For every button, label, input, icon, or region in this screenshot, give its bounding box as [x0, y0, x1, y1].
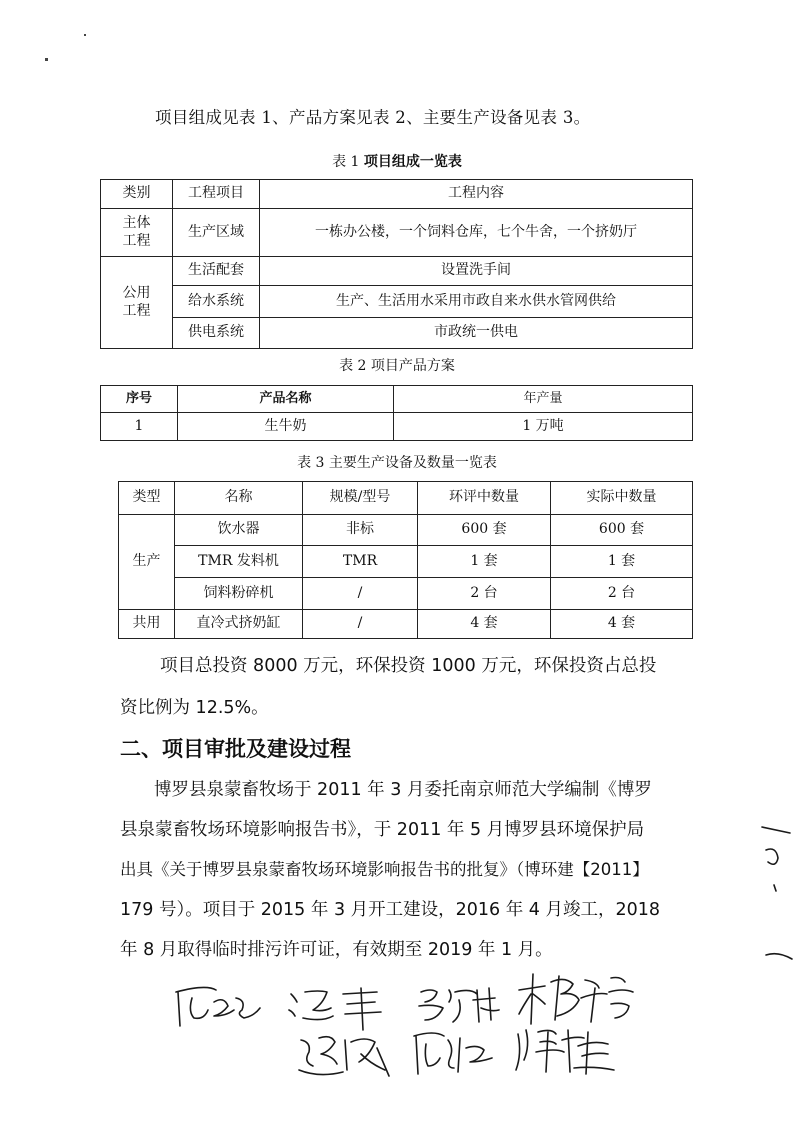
table3-cell-model: /	[303, 578, 418, 610]
table1-public-item: 生活配套	[173, 257, 260, 286]
table3-cell-actual-qty: 1 套	[551, 546, 693, 578]
signature-4	[515, 968, 640, 1028]
table2-header-no: 序号	[101, 386, 178, 413]
table3-cell-name: 直冷式挤奶缸	[175, 610, 303, 639]
table1-public-content: 生产、生活用水采用市政自来水供水管网供给	[260, 286, 693, 318]
table3-cell-eia-qty: 600 套	[418, 515, 551, 546]
table2-cell-no: 1	[101, 413, 178, 441]
table3-header-model: 规模/型号	[303, 482, 418, 515]
table1-main-category: 主体 工程	[101, 209, 173, 257]
table3-cell-actual-qty: 4 套	[551, 610, 693, 639]
table3-header-type: 类型	[119, 482, 175, 515]
table2-header-product: 产品名称	[178, 386, 394, 413]
table1-caption	[100, 151, 694, 171]
table2-caption: 表 2 项目产品方案	[339, 358, 455, 374]
table3-header-name: 名称	[175, 482, 303, 515]
approval-line: 县泉蒙畜牧场环境影响报告书》，于 2011 年 5 月博罗县环境保护局	[120, 820, 645, 840]
table3-cell-name: 饮水器	[175, 515, 303, 546]
table1-main-content: 一栋办公楼，一个饲料仓库，七个牛舍，一个挤奶厅	[260, 209, 693, 257]
margin-mark	[760, 815, 794, 965]
signature-2	[285, 984, 395, 1032]
table3-cell-name: TMR 发料机	[175, 546, 303, 578]
table2-cell-output: 1 万吨	[394, 413, 693, 441]
table1-public-category: 公用 工程	[101, 257, 173, 349]
table3-caption: 表 3 主要生产设备及数量一览表	[297, 455, 497, 471]
table3-cell-eia-qty: 1 套	[418, 546, 551, 578]
table1-public-content: 市政统一供电	[260, 318, 693, 349]
product-plan-table	[100, 385, 693, 441]
table3-cell-model: TMR	[303, 546, 418, 578]
investment-line: 资比例为 12.5%。	[120, 698, 269, 718]
table1-caption-title: 项目组成一览表	[363, 154, 462, 170]
approval-line: 出具《关于博罗县泉蒙畜牧场环境影响报告书的批复》（博环建【2011】	[120, 860, 649, 879]
table1-caption-prefix: 表 1	[332, 154, 360, 170]
table3-cell-eia-qty: 2 台	[418, 578, 551, 610]
table3-header-actual-qty: 实际中数量	[551, 482, 693, 515]
approval-paragraph	[120, 770, 720, 970]
table3-group-production: 生产	[119, 515, 175, 610]
section-heading: 二、项目审批及建设过程	[120, 737, 351, 761]
table3-cell-model: 非标	[303, 515, 418, 546]
table2-header-output: 年产量	[394, 386, 693, 413]
table3-cell-actual-qty: 600 套	[551, 515, 693, 546]
signature-5	[295, 1030, 395, 1082]
table1-header-item: 工程项目	[173, 180, 260, 209]
project-composition-table	[100, 179, 693, 349]
table3-cell-model: /	[303, 610, 418, 639]
table3-cell-eia-qty: 4 套	[418, 610, 551, 639]
table1-public-item: 给水系统	[173, 286, 260, 318]
approval-line: 179 号）。项目于 2015 年 3 月开工建设，2016 年 4 月竣工，2018	[120, 900, 661, 920]
investment-paragraph	[120, 648, 720, 726]
table1-main-item: 生产区域	[173, 209, 260, 257]
investment-line: 项目总投资 8000 万元，环保投资 1000 万元，环保投资占总投	[160, 656, 657, 676]
table3-header-eia-qty: 环评中数量	[418, 482, 551, 515]
scan-speck	[45, 58, 48, 61]
table1-public-content: 设置洗手间	[260, 257, 693, 286]
table2-cell-product: 生牛奶	[178, 413, 394, 441]
table1-header-category: 类别	[101, 180, 173, 209]
intro-text: 项目组成见表 1、产品方案见表 2、主要生产设备见表 3。	[155, 108, 591, 127]
signature-3	[415, 982, 510, 1026]
approval-line: 博罗县泉蒙畜牧场于 2011 年 3 月委托南京师范大学编制《博罗	[154, 780, 652, 800]
signature-7	[512, 1022, 622, 1078]
table3-cell-name: 饲料粉碎机	[175, 578, 303, 610]
equipment-table	[118, 481, 693, 639]
signature-6	[410, 1028, 500, 1078]
table3-cell-actual-qty: 2 台	[551, 578, 693, 610]
approval-line: 年 8 月取得临时排污许可证，有效期至 2019 年 1 月。	[120, 940, 553, 960]
table3-group-shared: 共用	[119, 610, 175, 639]
signature-1	[170, 984, 265, 1029]
table1-public-item: 供电系统	[173, 318, 260, 349]
scan-speck	[84, 34, 86, 36]
table1-header-content: 工程内容	[260, 180, 693, 209]
